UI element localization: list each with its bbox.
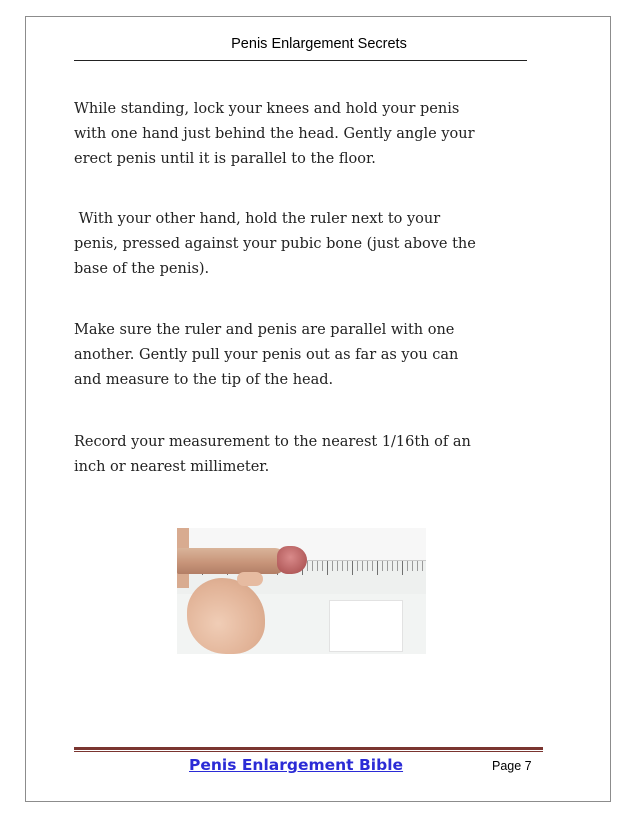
footer-book-title: Penis Enlargement Bible [189, 756, 404, 774]
paragraph-3: Make sure the ruler and penis are parallel with one another. Gently pull your penis out as far as you can and measure to the tip of the head. [74, 322, 459, 388]
footer-divider-thick [74, 747, 543, 750]
finger-graphic [237, 572, 263, 586]
blank-panel [329, 600, 403, 652]
measurement-illustration [177, 528, 426, 654]
anatomy-tip-graphic [277, 546, 307, 574]
paragraph-4: Record your measurement to the nearest 1/16th of an inch or nearest millimeter. [74, 434, 471, 475]
anatomy-shaft-graphic [177, 548, 285, 574]
header-title: Penis Enlargement Secrets [231, 36, 407, 52]
paragraph-2: With your other hand, hold the ruler next to your penis, pressed against your pubic bone (just above the base of the penis). [74, 211, 476, 277]
header-divider [74, 60, 527, 61]
page-number: Page 7 [492, 759, 532, 773]
paragraph-1: While standing, lock your knees and hold your penis with one hand just behind the head. Gently angle your erect penis until it is parallel to the floor. [74, 101, 475, 167]
footer-divider-thin [74, 751, 543, 752]
